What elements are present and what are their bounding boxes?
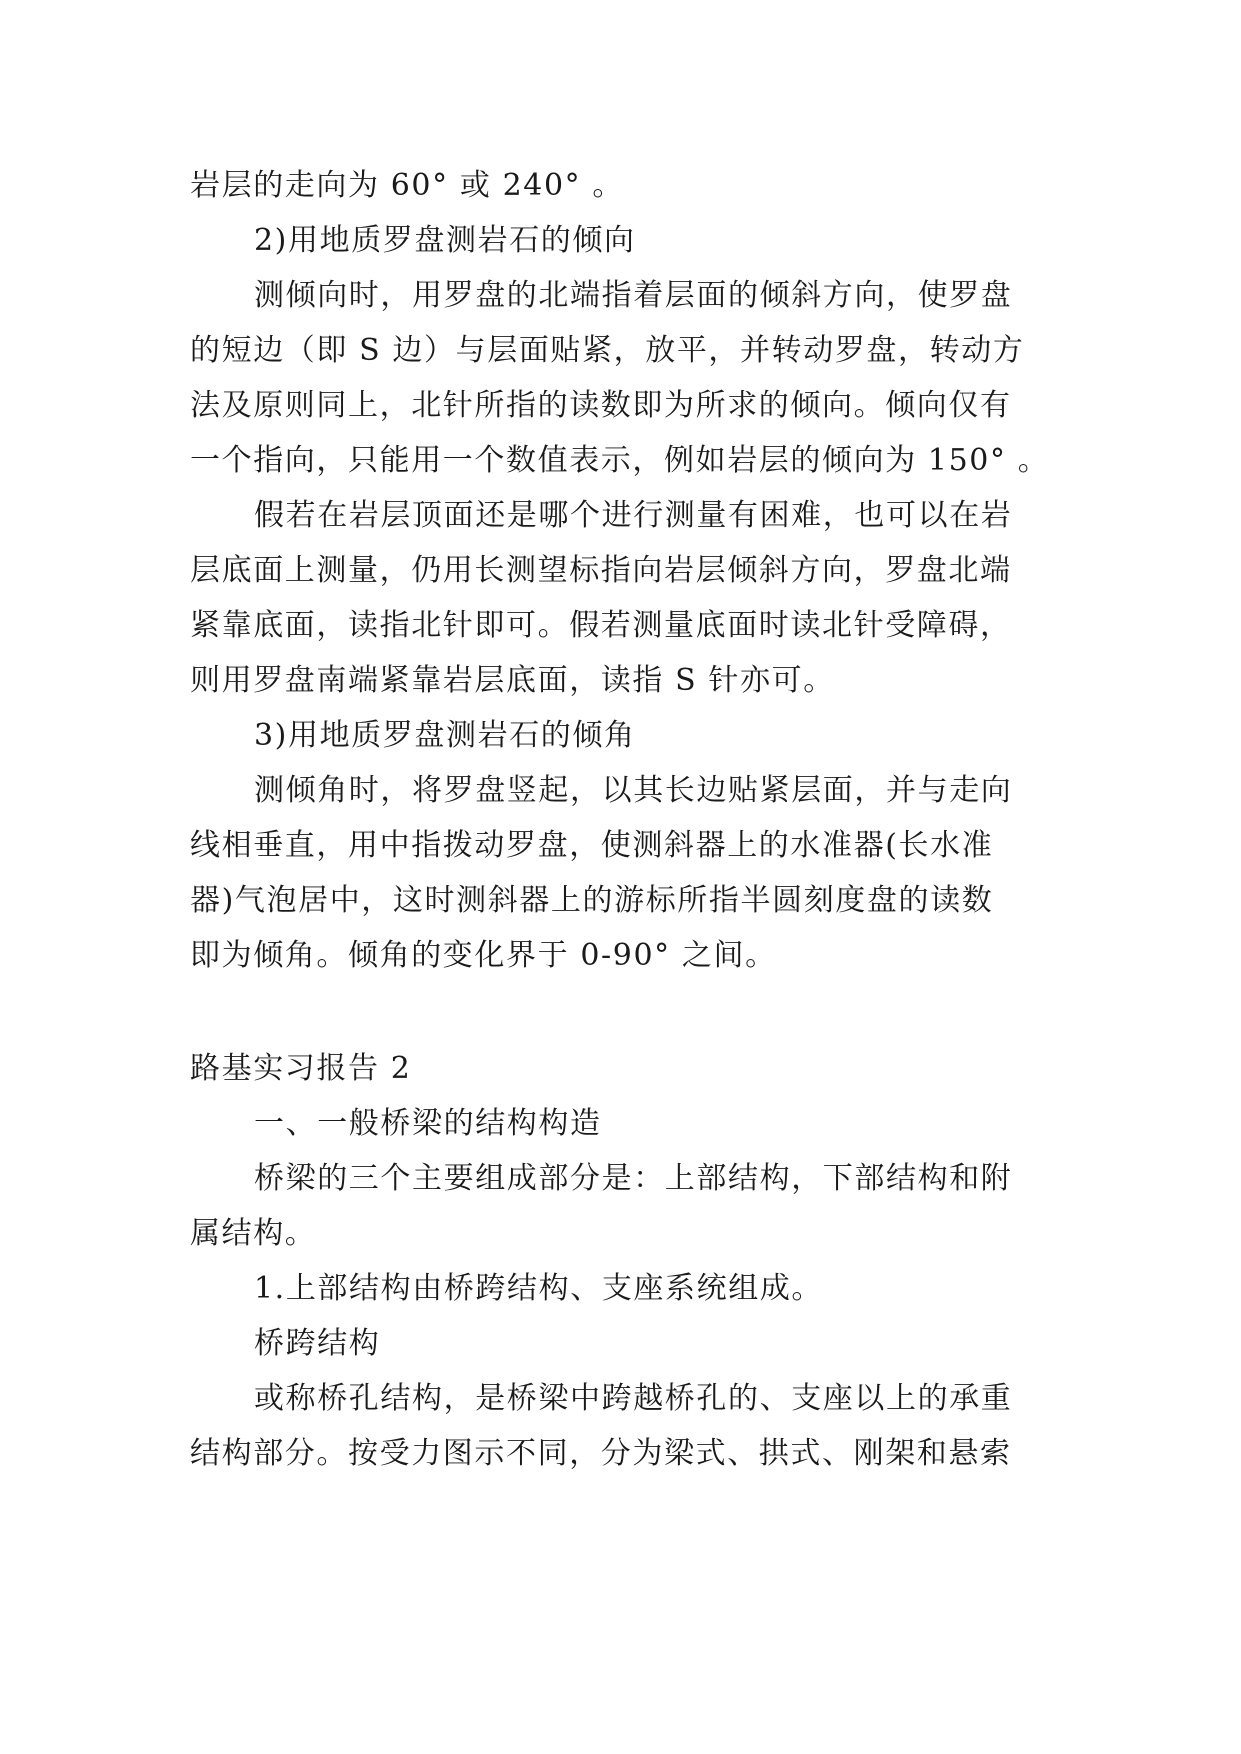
paragraph-strike-conclusion: 岩层的走向为 60° 或 240° 。 (190, 168, 624, 203)
paragraph-dip-angle-line-1: 测倾角时，将罗盘竖起，以其长边贴紧层面，并与走向 (254, 773, 1013, 808)
paragraph-bottom-measure-line-3: 紧靠底面，读指北针即可。假若测量底面时读北针受障碍， (190, 608, 1012, 643)
subheading-dip-direction: 2)用地质罗盘测岩石的倾向 (254, 223, 636, 258)
paragraph-dip-angle-line-2: 线相垂直，用中指拨动罗盘，使测斜器上的水准器(长水准 (190, 828, 994, 863)
paragraph-dip-angle-line-4: 即为倾角。倾角的变化界于 0-90° 之间。 (190, 938, 777, 973)
paragraph-bottom-measure-line-2: 层底面上测量，仍用长测望标指向岩层倾斜方向，罗盘北端 (190, 553, 1012, 588)
document-body (190, 158, 1050, 1481)
paragraph-dip-direction-line-3: 法及原则同上，北针所指的读数即为所求的倾向。倾向仅有 (190, 388, 1012, 423)
subheading-span-structure: 桥跨结构 (254, 1326, 381, 1361)
paragraph-span-structure-line-1: 或称桥孔结构，是桥梁中跨越桥孔的、支座以上的承重 (254, 1381, 1013, 1416)
list-item-superstructure: 1.上部结构由桥跨结构、支座系统组成。 (254, 1271, 824, 1306)
paragraph-dip-direction-line-4: 一个指向，只能用一个数值表示，例如岩层的倾向为 150° 。 (190, 443, 1050, 478)
section-spacer (190, 983, 1050, 1041)
section-heading-bridge-structure: 一、一般桥梁的结构构造 (254, 1106, 602, 1141)
paragraph-bridge-parts-line-1: 桥梁的三个主要组成部分是：上部结构，下部结构和附 (254, 1161, 1013, 1196)
paragraph-bridge-parts-line-2: 属结构。 (190, 1216, 317, 1251)
paragraph-bottom-measure-line-1: 假若在岩层顶面还是哪个进行测量有困难，也可以在岩 (254, 498, 1013, 533)
paragraph-span-structure-line-2: 结构部分。按受力图示不同，分为梁式、拱式、刚架和悬索 (190, 1436, 1012, 1471)
subheading-dip-angle: 3)用地质罗盘测岩石的倾角 (254, 718, 636, 753)
paragraph-dip-angle-line-3: 器)气泡居中，这时测斜器上的游标所指半圆刻度盘的读数 (190, 883, 994, 918)
section-title: 路基实习报告 2 (190, 1051, 412, 1086)
paragraph-dip-direction-line-2: 的短边（即 S 边）与层面贴紧，放平，并转动罗盘，转动方 (190, 333, 1025, 368)
paragraph-dip-direction-line-1: 测倾向时，用罗盘的北端指着层面的倾斜方向，使罗盘 (254, 278, 1013, 313)
paragraph-bottom-measure-line-4: 则用罗盘南端紧靠岩层底面，读指 S 针亦可。 (190, 663, 835, 698)
